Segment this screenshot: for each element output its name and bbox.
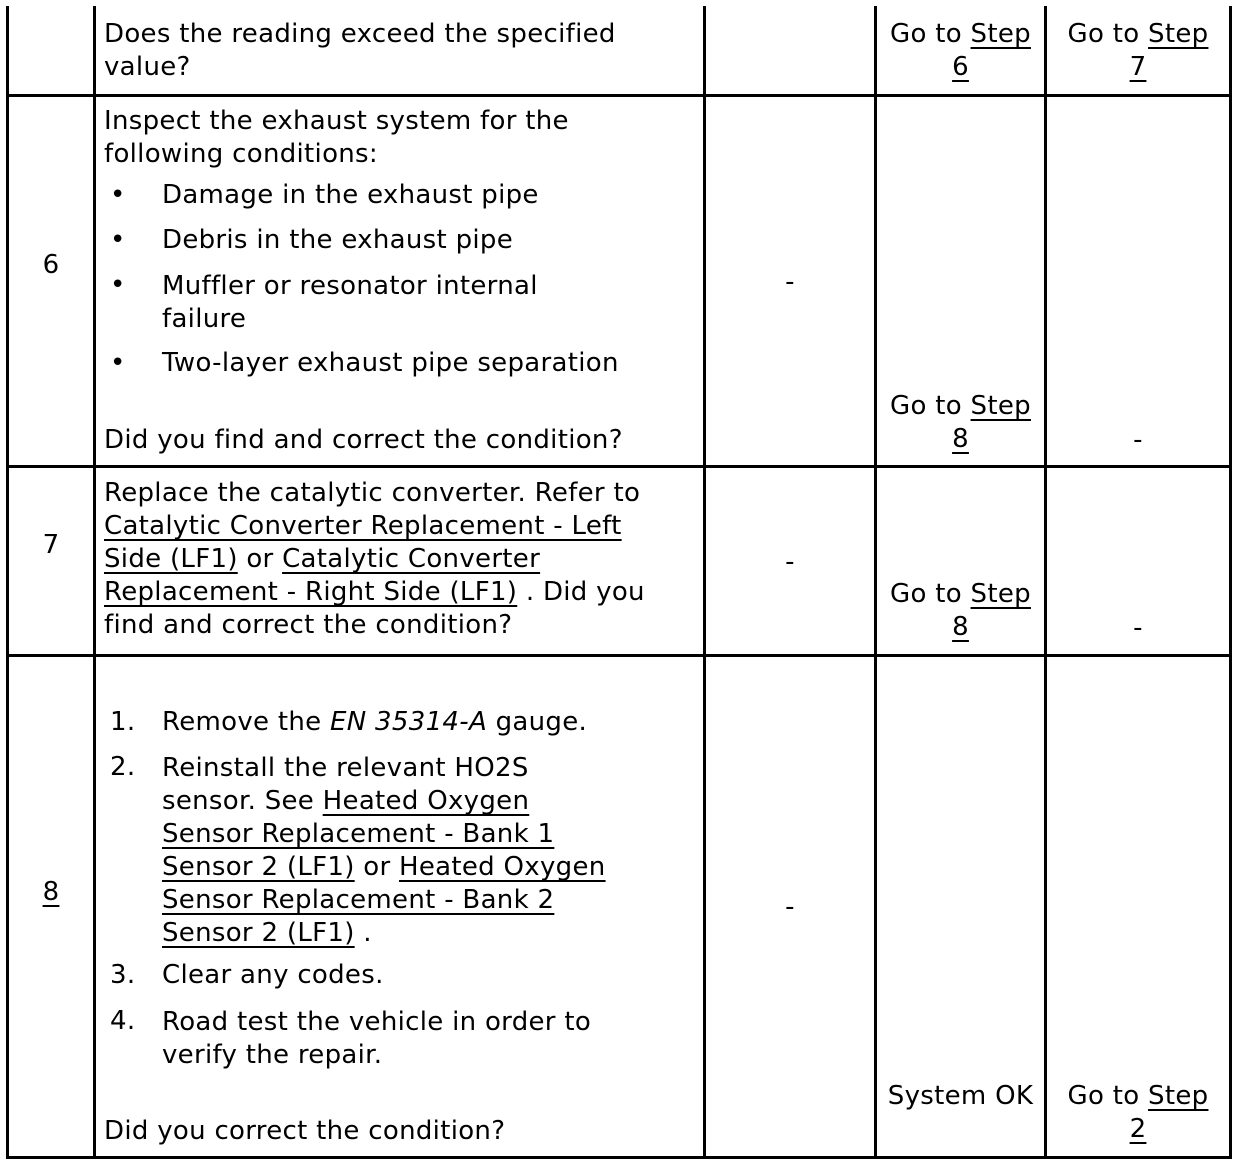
row7-instruction — [104, 477, 674, 642]
step-number — [9, 876, 93, 909]
row7-no-action: - — [1133, 613, 1143, 643]
list-text-part: gauge. — [487, 707, 588, 737]
row6-intro: Inspect the exhaust system for the following conditions: — [104, 106, 569, 169]
goto-prefix: Go to — [1067, 1081, 1149, 1111]
column-divider — [93, 6, 96, 1159]
list-number: 2. — [110, 752, 136, 782]
row-divider — [6, 94, 1232, 97]
table-border-right — [1229, 6, 1232, 1159]
step-link[interactable]: Step — [970, 19, 1031, 49]
heated-oxygen-sensor-bank1-link[interactable]: Heated Oxygen Sensor Replacement - Bank 1 Sensor 2 (LF1) — [162, 786, 555, 882]
step-link[interactable]: Step — [1148, 1081, 1209, 1111]
instruction-text: Replace the catalytic converter. Refer to — [104, 478, 641, 508]
question-text: Does the reading exceed the specified value? — [104, 19, 616, 82]
row-divider — [6, 465, 1232, 468]
column-divider — [703, 6, 706, 1159]
table-border-bottom — [6, 1156, 1232, 1159]
list-text — [162, 752, 627, 950]
row-top-question — [104, 18, 694, 84]
list-number: 4. — [110, 1006, 136, 1036]
bullet-text: Two-layer exhaust pipe separation — [162, 348, 619, 378]
step-number: 7 — [42, 530, 60, 560]
row6-question: Did you find and correct the condition? — [104, 425, 623, 455]
step-number-link[interactable]: 8 — [952, 424, 969, 454]
list-text — [162, 707, 587, 737]
instruction-text: . Did you find and correct the condition? — [104, 577, 645, 640]
list-number: 3. — [110, 960, 136, 990]
step-number-link[interactable]: 2 — [1129, 1114, 1147, 1144]
bullet-text: Muffler or resonator internal failure — [162, 271, 538, 334]
list-text-part: Reinstall the relevant HO2S sensor. See — [162, 753, 529, 816]
instruction-text: or — [237, 544, 283, 574]
catalytic-converter-left-link[interactable]: Catalytic Converter Replacement - Left Side (LF1) — [104, 511, 622, 574]
list-number: 1. — [110, 707, 136, 737]
bullet-icon: • — [110, 348, 126, 378]
list-text-part: Remove the — [162, 707, 331, 737]
goto-prefix: Go to — [1067, 19, 1149, 49]
row-divider — [6, 654, 1232, 657]
step-number-link[interactable]: 6 — [952, 52, 969, 82]
row-top-no-action — [1047, 18, 1229, 84]
list-text: Road test the vehicle in order to verify the repair. — [162, 1007, 592, 1070]
bullet-text: Damage in the exhaust pipe — [162, 180, 539, 210]
row-top-yes-action — [877, 18, 1044, 84]
bullet-text: Debris in the exhaust pipe — [162, 225, 513, 255]
bullet-icon: • — [110, 270, 126, 300]
step-link[interactable]: Step — [970, 579, 1031, 609]
row6-no-action: - — [1133, 425, 1143, 455]
value-cell: - — [785, 547, 795, 577]
step-number-link[interactable]: 7 — [1129, 52, 1147, 82]
step-link[interactable]: Step — [970, 391, 1031, 421]
list-text-part: . — [354, 918, 372, 948]
value-cell: - — [785, 267, 795, 297]
goto-prefix: Go to — [890, 579, 971, 609]
step-number-link[interactable]: 8 — [42, 877, 60, 907]
table-border-left — [6, 6, 9, 1159]
row7-yes-action — [877, 578, 1044, 644]
goto-prefix: Go to — [890, 391, 971, 421]
heated-oxygen-sensor-bank2-link[interactable]: Heated Oxygen Sensor Replacement - Bank 2 Sensor 2 (LF1) — [162, 852, 606, 948]
row6-yes-action — [877, 390, 1044, 456]
diagnostic-table — [6, 6, 1232, 1159]
step-number-link[interactable]: 8 — [952, 612, 969, 642]
tool-name: EN 35314-A — [330, 707, 488, 737]
value-cell: - — [785, 892, 795, 922]
bullet-icon: • — [110, 180, 126, 210]
bullet-icon: • — [110, 225, 126, 255]
goto-prefix: Go to — [890, 19, 971, 49]
row8-no-action — [1047, 1080, 1229, 1146]
step-link[interactable]: Step — [1148, 19, 1209, 49]
row8-question: Did you correct the condition? — [104, 1116, 506, 1146]
catalytic-converter-right-link[interactable]: Catalytic Converter Replacement - Right Side (LF1) — [104, 544, 541, 607]
list-text: Clear any codes. — [162, 960, 384, 990]
column-divider — [1044, 6, 1047, 1159]
step-number: 6 — [42, 250, 60, 280]
row8-yes-action: System OK — [887, 1081, 1034, 1111]
list-text-part: or — [354, 852, 399, 882]
